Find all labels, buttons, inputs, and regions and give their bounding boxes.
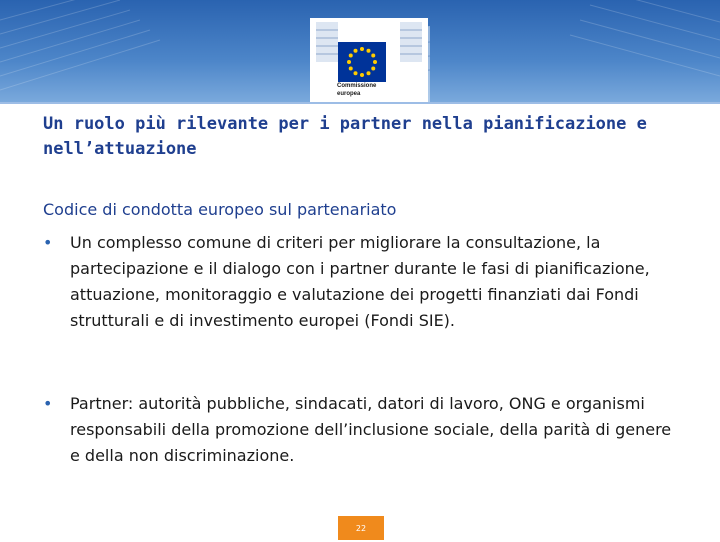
logo-caption-line2: europea (337, 91, 361, 97)
eu-star-icon (354, 71, 358, 75)
eu-star-icon (354, 49, 358, 53)
eu-star-icon (373, 60, 377, 64)
eu-star-icon (349, 67, 353, 71)
header-divider (0, 102, 720, 104)
eu-star-icon (349, 54, 353, 58)
bullet-dot-icon: • (43, 394, 53, 413)
eu-star-icon (347, 60, 351, 64)
eu-flag-icon (338, 42, 386, 82)
logo-caption-line1: Commissione (337, 83, 377, 89)
slide-title: Un ruolo più rilevante per i partner nella pianificazione e nell’attuazione (43, 114, 647, 159)
bullet-item (43, 230, 683, 334)
eu-star-icon (360, 73, 364, 77)
eu-star-icon (371, 54, 375, 58)
eu-star-icon (367, 71, 371, 75)
eu-star-icon (360, 47, 364, 51)
bullet-item (43, 391, 683, 469)
page-number-badge: 22 (338, 516, 384, 540)
ec-logo (310, 18, 428, 102)
bullet-text: Partner: autorità pubbliche, sindacati, datori di lavoro, ONG e organismi responsabili della promozione dell’inclusione sociale, della parità di genere e della non discriminazione. (70, 394, 672, 465)
slide-subtitle: Codice di condotta europeo sul partenariato (43, 200, 397, 219)
bullet-text: Un complesso comune di criteri per migliorare la consultazione, la partecipazione e il dialogo con i partner durante le fasi di pianificazione, attuazione, monitoraggio e valutazione dei progetti finanziati dai Fondi strutturali e di investimento europei (Fondi SIE). (70, 233, 650, 330)
eu-star-icon (367, 49, 371, 53)
eu-star-icon (371, 67, 375, 71)
bullet-dot-icon: • (43, 233, 53, 252)
